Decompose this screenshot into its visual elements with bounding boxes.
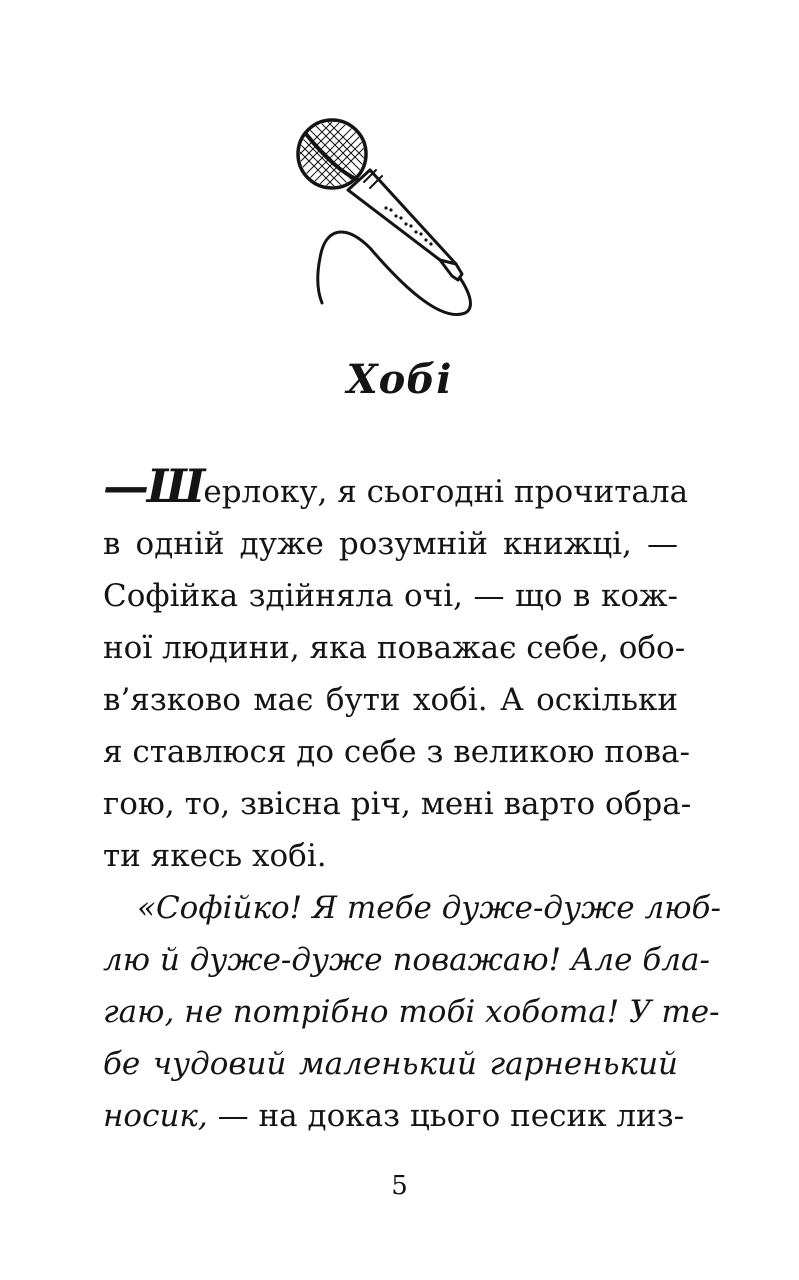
text-fragment: носик, bbox=[103, 1098, 208, 1134]
text-line: ти якесь хобі. bbox=[103, 838, 327, 874]
text-line: «Софійко! Я тебе дуже-дуже люб- bbox=[137, 890, 721, 926]
text-line: ної людини, яка поважає себе, обо- bbox=[103, 630, 686, 666]
text-line: в одній дуже розумній книжці, — bbox=[103, 526, 678, 562]
text-line bbox=[103, 459, 689, 518]
text-line: бе чудовий маленький гарненький bbox=[103, 1046, 678, 1082]
text-line: гаю, не потрібно тобі хобота! У те- bbox=[103, 994, 720, 1030]
text-line: гою, то, звісна річ, мені варто обра- bbox=[103, 786, 692, 822]
text-line: в’язково має бути хобі. А оскільки bbox=[103, 682, 678, 718]
page-number: 5 bbox=[391, 1171, 408, 1201]
microphone-icon bbox=[290, 108, 490, 323]
body-text bbox=[103, 459, 721, 1142]
drop-cap: —Ш bbox=[103, 459, 204, 513]
text-line: я ставлюся до себе з великою пова- bbox=[103, 734, 691, 770]
chapter-title: Хобі bbox=[346, 356, 453, 403]
text-line: Софійка здійняла очі, — що в кож- bbox=[103, 578, 678, 614]
text-line: лю й дуже-дуже поважаю! Але бла- bbox=[103, 942, 710, 978]
text-fragment: — на доказ цього песик лиз- bbox=[207, 1098, 685, 1134]
text-fragment: ерлоку, я сьогодні прочитала bbox=[203, 474, 689, 510]
text-line bbox=[103, 1090, 685, 1142]
